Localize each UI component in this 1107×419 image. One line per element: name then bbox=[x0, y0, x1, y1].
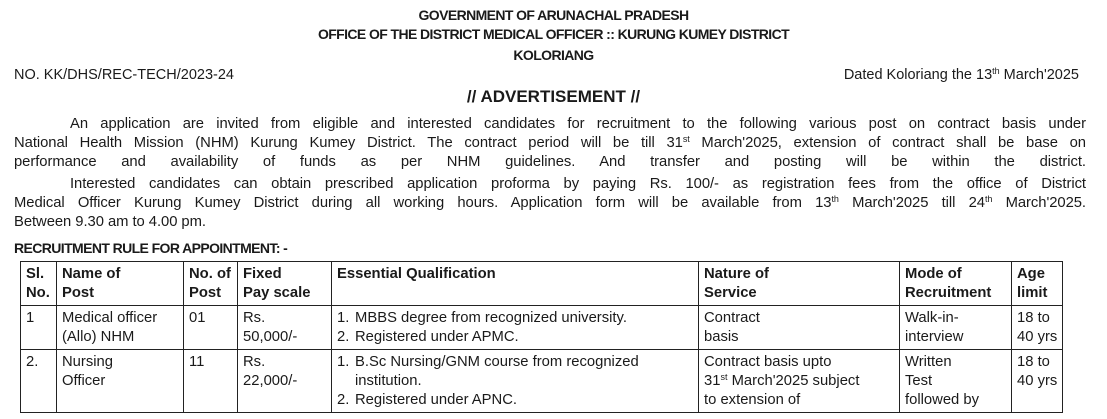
cell-nature bbox=[699, 306, 900, 350]
hdr-nature-2: Service bbox=[704, 285, 757, 301]
p2-line2-sup2: th bbox=[984, 194, 993, 204]
row1-q1-num: 1. bbox=[337, 310, 350, 326]
col-no bbox=[184, 262, 238, 306]
cell-mode bbox=[900, 350, 1012, 413]
cell-no bbox=[184, 350, 238, 413]
row2-pay-1: Rs. bbox=[243, 354, 266, 370]
col-age bbox=[1012, 262, 1063, 306]
hdr-age-2: limit bbox=[1017, 285, 1048, 301]
row2-qual-1 bbox=[337, 353, 693, 372]
header-location: KOLORIANG bbox=[513, 47, 594, 63]
row2-q2-text: Registered under APNC. bbox=[355, 392, 518, 408]
p2-line2-c: March'2025. bbox=[992, 195, 1086, 211]
paragraph-2-line-2 bbox=[14, 194, 1086, 213]
hdr-no-2: Post bbox=[189, 285, 222, 301]
row2-q2-num: 2. bbox=[337, 392, 350, 408]
hdr-name-1: Name of bbox=[62, 266, 121, 282]
reference-date bbox=[844, 66, 1079, 84]
paragraph-2-line-3: Between 9.30 am to 4.00 pm. bbox=[14, 214, 206, 230]
row1-name-2: (Allo) NHM bbox=[62, 329, 135, 345]
date-prefix: Dated Koloriang the 13 bbox=[843, 67, 993, 83]
row2-no: 11 bbox=[189, 354, 205, 370]
cell-pay bbox=[238, 350, 332, 413]
row2-qual-1-cont bbox=[337, 372, 693, 391]
cell-nature bbox=[699, 350, 900, 413]
p1-line2-b: March'2025, extension of contract shall be base on bbox=[689, 135, 1086, 151]
row2-nature-2b: March'2025 subject bbox=[727, 373, 860, 389]
hdr-pay-2: Pay scale bbox=[243, 285, 311, 301]
p2-line2-sup1: th bbox=[831, 194, 839, 204]
row2-age-1: 18 to bbox=[1017, 354, 1050, 370]
row1-no: 01 bbox=[189, 310, 206, 326]
cell-sl bbox=[21, 306, 57, 350]
cell-no bbox=[184, 306, 238, 350]
cell-age bbox=[1012, 306, 1063, 350]
row1-nature-2: basis bbox=[704, 329, 739, 345]
section-title: RECRUITMENT RULE FOR APPOINTMENT: - bbox=[14, 240, 288, 256]
row2-pay-2: 22,000/- bbox=[243, 373, 298, 389]
date-suffix: March'2025 bbox=[999, 67, 1079, 83]
row2-nature-3: to extension of bbox=[704, 392, 801, 408]
row2-nature-sup: st bbox=[720, 372, 728, 382]
p1-line2-a: National Health Mission (NHM) Kurung Kumey District. The contract period will be till 31 bbox=[14, 135, 683, 151]
row1-q2-num: 2. bbox=[337, 329, 350, 345]
hdr-no-1: No. of bbox=[189, 266, 231, 282]
row2-qual-2 bbox=[337, 391, 693, 410]
row1-sl: 1 bbox=[26, 310, 35, 326]
paragraph-2 bbox=[14, 175, 1086, 232]
col-nature bbox=[699, 262, 900, 306]
col-mode bbox=[900, 262, 1012, 306]
p1-line2-sup: st bbox=[682, 134, 690, 144]
row2-name-1: Nursing bbox=[62, 354, 113, 370]
col-name bbox=[57, 262, 184, 306]
row2-q1-cont: institution. bbox=[355, 373, 422, 389]
hdr-age-1: Age bbox=[1017, 266, 1045, 282]
cell-pay bbox=[238, 306, 332, 350]
hdr-pay-1: Fixed bbox=[243, 266, 282, 282]
row2-name-2: Officer bbox=[62, 373, 106, 389]
row2-mode-3: followed by bbox=[905, 392, 980, 408]
row1-pay-2: 50,000/- bbox=[243, 329, 298, 345]
cell-sl bbox=[21, 350, 57, 413]
row1-name-1: Medical officer bbox=[62, 310, 158, 326]
row1-qual-1 bbox=[337, 309, 693, 328]
paragraph-2-line-1: Interested candidates can obtain prescribed application proforma by paying Rs. 100/- as registration fees from the office of District bbox=[70, 176, 1086, 192]
paragraph-1-line-3: performance and availability of funds as per NHM guidelines. And transfer and posting will be within the district. bbox=[14, 154, 1086, 170]
hdr-mode-2: Recruitment bbox=[905, 285, 992, 301]
table-row bbox=[21, 306, 1063, 350]
row1-mode-1: Walk-in- bbox=[905, 310, 959, 326]
row1-age-2: 40 yrs bbox=[1017, 329, 1058, 345]
row1-mode-2: interview bbox=[905, 329, 964, 345]
cell-name bbox=[57, 350, 184, 413]
hdr-name-2: Post bbox=[62, 285, 95, 301]
p2-line2-a: Medical Officer Kurung Kumey District during all working hours. Application form will be available from 13 bbox=[14, 195, 832, 211]
row2-age-2: 40 yrs bbox=[1017, 373, 1058, 389]
row2-q1-text: B.Sc Nursing/GNM course from recognized bbox=[355, 354, 639, 370]
table-header-row bbox=[21, 262, 1063, 306]
row2-mode-1: Written bbox=[905, 354, 952, 370]
hdr-nature-1: Nature of bbox=[704, 266, 769, 282]
hdr-mode-1: Mode of bbox=[905, 266, 962, 282]
row1-q1-text: MBBS degree from recognized university. bbox=[355, 310, 627, 326]
row1-qual-2 bbox=[337, 328, 693, 347]
hdr-sl-2: No. bbox=[26, 285, 50, 301]
row2-nature-1: Contract basis upto bbox=[704, 354, 832, 370]
paragraph-1 bbox=[14, 115, 1086, 172]
paragraph-1-line-1: An application are invited from eligible and interested candidates for recruitment to the following various post on contract basis under bbox=[70, 116, 1086, 132]
header-office: OFFICE OF THE DISTRICT MEDICAL OFFICER :: KURUNG KUMEY DISTRICT bbox=[317, 26, 790, 42]
col-qualification bbox=[332, 262, 699, 306]
col-sl bbox=[21, 262, 57, 306]
cell-name bbox=[57, 306, 184, 350]
p2-line2-b: March'2025 till 24 bbox=[838, 195, 985, 211]
row2-mode-2: Test bbox=[905, 373, 933, 389]
table-row bbox=[21, 350, 1063, 413]
col-pay bbox=[238, 262, 332, 306]
row1-nature-1: Contract bbox=[704, 310, 760, 326]
hdr-sl-1: Sl. bbox=[26, 266, 45, 282]
hdr-qual: Essential Qualification bbox=[337, 266, 496, 282]
cell-mode bbox=[900, 306, 1012, 350]
cell-age bbox=[1012, 350, 1063, 413]
header-government: GOVERNMENT OF ARUNACHAL PRADESH bbox=[418, 7, 689, 23]
cell-qualification bbox=[332, 350, 699, 413]
row1-q2-text: Registered under APMC. bbox=[355, 329, 519, 345]
advertisement-title: // ADVERTISEMENT // bbox=[466, 87, 641, 106]
paragraph-1-line-2 bbox=[14, 134, 1086, 153]
row1-pay-1: Rs. bbox=[243, 310, 266, 326]
row1-age-1: 18 to bbox=[1017, 310, 1050, 326]
row2-nature-2a: 31 bbox=[704, 373, 721, 389]
row2-nature-2 bbox=[704, 372, 894, 391]
date-sup: th bbox=[992, 66, 1000, 76]
recruitment-table bbox=[20, 261, 1063, 413]
reference-number: NO. KK/DHS/REC-TECH/2023-24 bbox=[14, 67, 234, 83]
row2-q1-num: 1. bbox=[337, 354, 350, 370]
row2-sl: 2. bbox=[26, 354, 39, 370]
cell-qualification bbox=[332, 306, 699, 350]
